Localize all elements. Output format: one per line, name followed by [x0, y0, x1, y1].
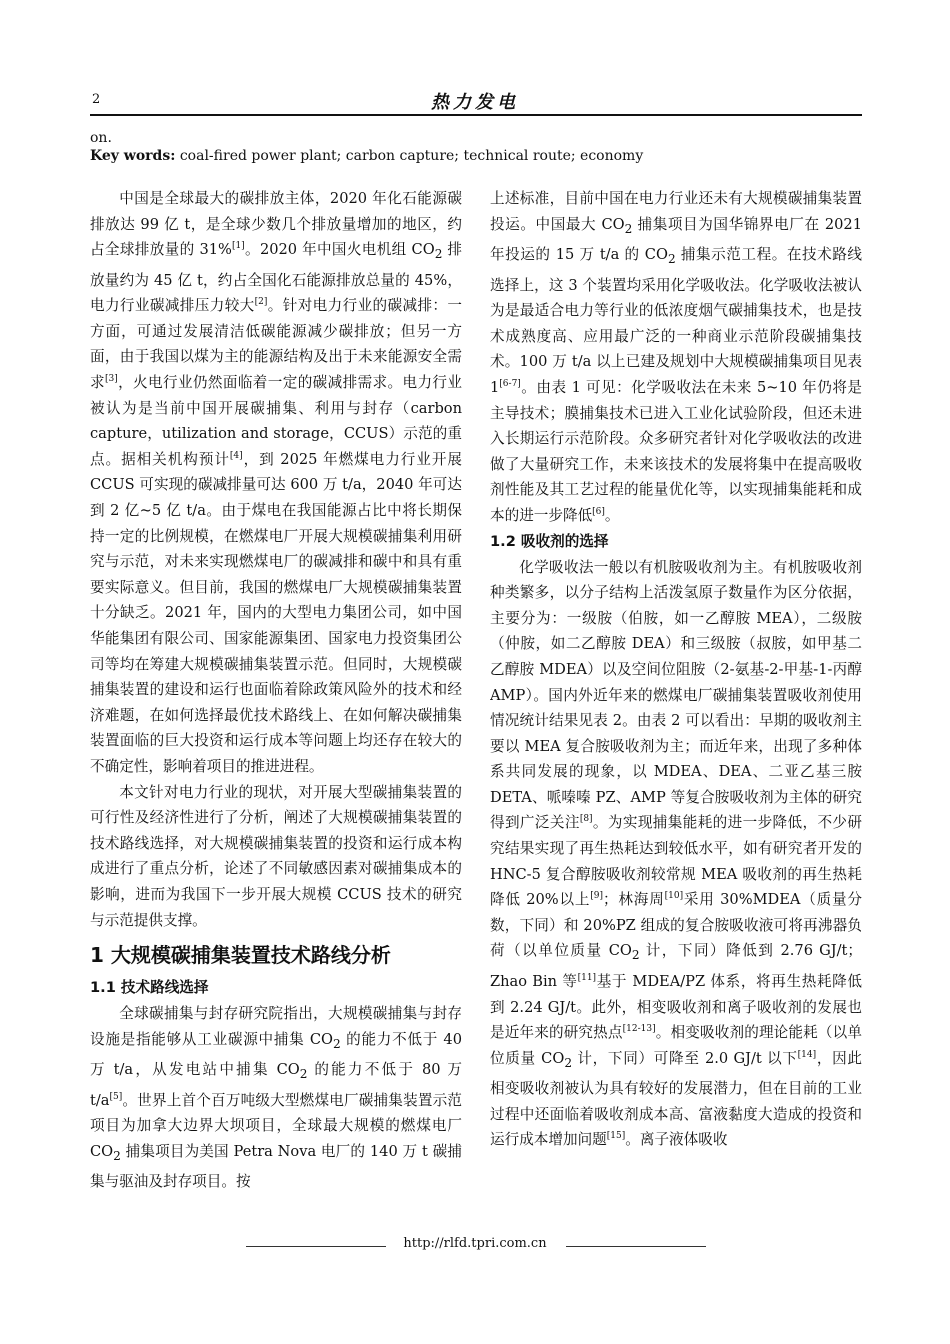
page-number: 2 [92, 92, 101, 107]
section-1-1-continued: 上述标准，目前中国在电力行业还未有大规模碳捕集装置投运。中国最大 $CO_2$ 捕集项目为国华锦界电厂在 2021 年投运的 15 万 t/a 的 $CO_2$ 捕集示范工程。在技术路线选择上，这 3 个装置均采用化学吸收法。化学吸收法被认为是最适合电力等行业的低浓度烟气碳捕集技术，也是技术成熟度高、应用最广泛的一种商业示范阶段碳捕集技术。100 万 t/a 以上已建及规划中大规模碳捕集项目见表 1[6-7]。由表 1 可见：化学吸收法在未来 5~10 年仍将是主导技术；膜捕集技术已进入工业化试验阶段，但还未进入长期运行示范阶段。众多研究者针对化学吸收法的改进做了大量研究工作，未来该技术的发展将集中在提高吸收剂性能及其工艺过程的能量优化等，以实现捕集能耗和成本的进一步降低[6]。 [490, 190, 862, 524]
intro-paragraph-2: 本文针对电力行业的现状，对开展大型碳捕集装置的可行性及经济性进行了分析，阐述了大规模碳捕集装置的技术路线选择，对大规模碳捕集装置的投资和运行成本构成进行了重点分析，论述了不同敏感因素对碳捕集成本的影响，进而为我国下一步开展大规模 CCUS 技术的研究与示范提供支撑。 [90, 783, 462, 929]
footer-url: http://rlfd.tpri.com.cn [403, 1236, 547, 1251]
section-1-2-paragraph: 化学吸收法一般以有机胺吸收剂为主。有机胺吸收剂种类繁多，以分子结构上活泼氢原子数量作为区分依据，主要分为：一级胺（伯胺，如一乙醇胺 MEA），二级胺（仲胺，如二乙醇胺 DEA）和三级胺（叔胺，如甲基二乙醇胺 MDEA）以及空间位阻胺（2-氨基-2-甲基-1-丙醇 AMP）。国内外近年来的燃煤电厂碳捕集装置吸收剂使用情况统计结果见表 2。由表 2 可以看出：早期的吸收剂主要以 MEA 复合胺吸收剂为主；而近年来，出现了多种体系共同发展的现象，以 MDEA、DEA、二亚乙基三胺 DETA、哌嗪嗪 PZ、AMP 等复合胺吸收剂为主体的研究得到广泛关注[8]。为实现捕集能耗的进一步降低，不少研究结果实现了再生热耗达到较低水平，如有研究者开发的 HNC-5 复合醇胺吸收剂较常规 MEA 吸收剂的再生热耗降低 20%以上[9]；林海周[10]采用 30%MDEA（质量分数，下同）和 20%PZ 组成的复合胺吸收液可将再沸器负荷（以单位质量 $CO_2$ 计，下同）降低到 2.76 GJ/t；Zhao Bin 等[11]基于 MDEA/PZ 体系，将再生热耗降低到 2.24 GJ/t。此外，相变吸收剂和离子吸收剂的发展也是近年来的研究热点[12-13]。相变吸收剂的理论能耗（以单位质量 $CO_2$ 计，下同）可降至 2.0 GJ/t 以下[14]，因此相变吸收剂被认为具有较好的发展潜力，但在目前的工业过程中还面临着吸收剂成本高、富液黏度大造成的投资和运行成本增加问题[15]。离子液体吸收 [490, 558, 862, 1149]
keywords-text: coal-fired power plant; carbon capture; technical route; economy [175, 148, 644, 164]
section-1-2-title: 1.2 吸收剂的选择 [490, 532, 609, 550]
section-1-1-paragraph: 全球碳捕集与封存研究院指出，大规模碳捕集与封存设施是指能够从工业碳源中捕集 $CO_2$ 的能力不低于 40 万 t/a，从发电站中捕集 $CO_2$ 的能力不低于 80 万 t/a[5]。世界上首个百万吨级大型燃煤电厂碳捕集装置示范项目为加拿大边界大坝项目，全球最大规模的燃煤电厂 $CO_2$ 捕集项目为美国 Petra Nova 电厂的 140 万 t 碳捕集与驱油及封存项目。按 [90, 1005, 462, 1191]
right-column [490, 186, 862, 1226]
journal-title: 热力发电 [431, 92, 519, 113]
section-1-title: 1 大规模碳捕集装置技术路线分析 [90, 943, 391, 968]
left-column [90, 186, 462, 1226]
keywords [90, 146, 643, 166]
abstract-tail: on. [90, 130, 112, 146]
section-1-1-title: 1.1 技术路线选择 [90, 979, 209, 997]
footer-rule-right [566, 1246, 706, 1247]
keywords-label: Key words: [90, 148, 176, 164]
intro-paragraph-1: 中国是全球最大的碳排放主体，2020 年化石能源碳排放达 99 亿 t，是全球少数几个排放量增加的地区，约占全球排放量的 31%[1]。2020 年中国火电机组 $CO_2$ 排放量约为 45 亿 t，约占全国化石能源排放总量的 45%，电力行业碳减排压力较大[2]。针对电力行业的碳减排：一方面，可通过发展清洁低碳能源减少碳排放；但另一方面，由于我国以煤为主的能源结构及出于未来能源安全需求[3]，火电行业仍然面临着一定的碳减排需求。电力行业被认为是当前中国开展碳捕集、利用与封存（carbon capture，utilization and storage，CCUS）示范的重点。据相关机构预计[4]，到 2025 年燃煤电力行业开展 CCUS 可实现的碳减排量可达 600 万 t/a，2040 年可达到 2 亿~5 亿 t/a。由于煤电在我国能源占比中将长期保持一定的比例规模，在燃煤电厂开展大规模碳捕集利用研究与示范，对未来实现燃煤电厂的碳减排和碳中和具有重要实际意义。但目前，我国的燃煤电厂大规模碳捕集装置十分缺乏。2021 年，国内的大型电力集团公司，如中国华能集团有限公司、国家能源集团、国家电力投资集团公司等均在筹建大规模碳捕集装置示范。但同时，大规模碳捕集装置的建设和运行也面临着除政策风险外的技术和经济难题，在如何选择最优技术路线上、在如何解决碳捕集装置面临的巨大投资和运行成本等问题上均还存在较大的不确定性，影响着项目的推进进程。 [90, 190, 462, 775]
header-rule [90, 114, 862, 116]
